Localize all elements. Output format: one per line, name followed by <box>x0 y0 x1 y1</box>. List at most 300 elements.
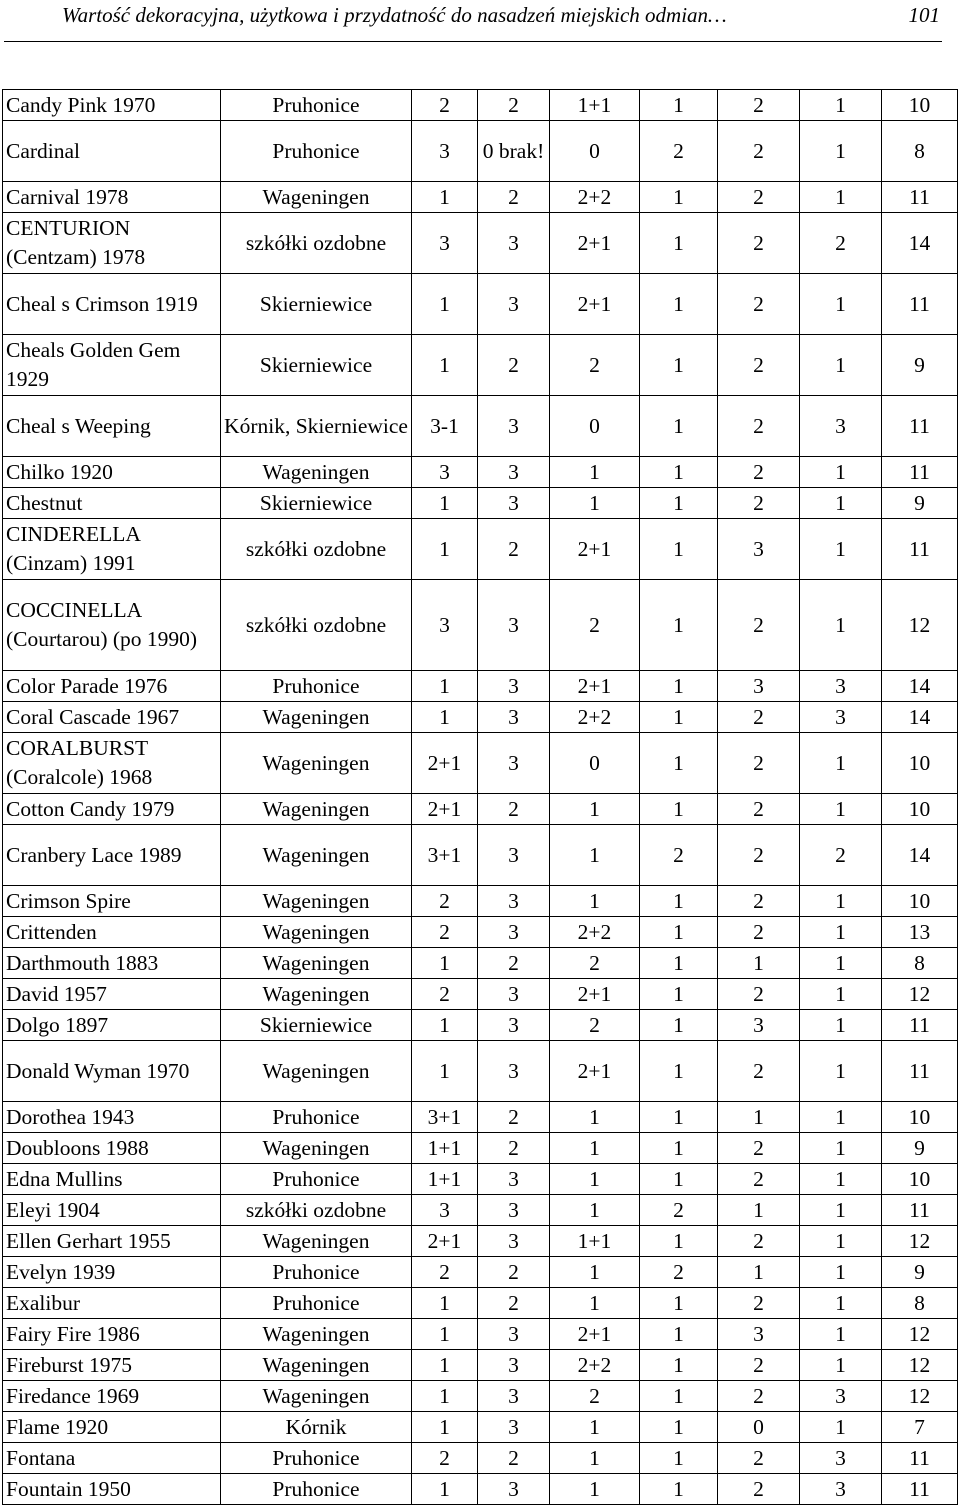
score-cell-5: 1 <box>718 948 800 979</box>
score-cell-6: 1 <box>800 488 882 519</box>
score-cell-5: 2 <box>718 580 800 671</box>
score-cell-3: 2+1 <box>550 519 640 580</box>
score-cell-4: 2 <box>640 1257 718 1288</box>
score-cell-6: 1 <box>800 1288 882 1319</box>
score-cell-4: 1 <box>640 1102 718 1133</box>
score-cell-5: 2 <box>718 182 800 213</box>
score-cell-2: 2 <box>478 335 550 396</box>
total-cell: 11 <box>882 1195 958 1226</box>
total-cell: 9 <box>882 488 958 519</box>
score-cell-6: 1 <box>800 1226 882 1257</box>
cultivar-name-cell: CINDERELLA (Cinzam) 1991 <box>3 519 221 580</box>
score-cell-5: 1 <box>718 1257 800 1288</box>
score-cell-4: 1 <box>640 1443 718 1474</box>
table-row <box>3 1226 958 1257</box>
score-cell-2: 3 <box>478 1474 550 1505</box>
score-cell-5: 3 <box>718 1319 800 1350</box>
score-cell-1: 3+1 <box>412 1102 478 1133</box>
score-cell-2: 2 <box>478 1257 550 1288</box>
source-cell: Wageningen <box>221 1041 412 1102</box>
source-cell: Pruhonice <box>221 1164 412 1195</box>
score-cell-6: 3 <box>800 1474 882 1505</box>
score-cell-1: 2 <box>412 886 478 917</box>
score-cell-6: 1 <box>800 917 882 948</box>
total-cell: 9 <box>882 335 958 396</box>
score-cell-2: 3 <box>478 396 550 457</box>
score-cell-3: 1 <box>550 457 640 488</box>
score-cell-4: 1 <box>640 457 718 488</box>
score-cell-2: 2 <box>478 90 550 121</box>
table-row <box>3 1102 958 1133</box>
score-cell-5: 2 <box>718 1443 800 1474</box>
total-cell: 12 <box>882 1350 958 1381</box>
score-cell-3: 0 <box>550 396 640 457</box>
total-cell: 11 <box>882 396 958 457</box>
cultivar-name-cell: Exalibur <box>3 1288 221 1319</box>
score-cell-5: 2 <box>718 1381 800 1412</box>
source-cell: Wageningen <box>221 948 412 979</box>
score-cell-5: 2 <box>718 396 800 457</box>
score-cell-1: 3 <box>412 121 478 182</box>
source-cell: Wageningen <box>221 917 412 948</box>
total-cell: 13 <box>882 917 958 948</box>
score-cell-1: 1 <box>412 335 478 396</box>
total-cell: 8 <box>882 1288 958 1319</box>
total-cell: 10 <box>882 90 958 121</box>
score-cell-5: 2 <box>718 121 800 182</box>
score-cell-5: 2 <box>718 794 800 825</box>
source-cell: Skierniewice <box>221 274 412 335</box>
cultivar-name-cell: Cranbery Lace 1989 <box>3 825 221 886</box>
source-cell: Wageningen <box>221 1381 412 1412</box>
score-cell-3: 2+1 <box>550 979 640 1010</box>
source-cell: Pruhonice <box>221 671 412 702</box>
score-cell-2: 2 <box>478 1102 550 1133</box>
score-cell-2: 0 brak! <box>478 121 550 182</box>
header-title: Wartość dekoracyjna, użytkowa i przydatność do nasadzeń miejskich odmian… <box>62 3 727 27</box>
table-row <box>3 213 958 274</box>
score-cell-2: 2 <box>478 1288 550 1319</box>
score-cell-6: 1 <box>800 519 882 580</box>
score-cell-2: 2 <box>478 1443 550 1474</box>
running-header <box>0 0 960 44</box>
cultivar-name-cell: Carnival 1978 <box>3 182 221 213</box>
score-cell-4: 2 <box>640 825 718 886</box>
score-cell-5: 2 <box>718 335 800 396</box>
score-cell-2: 3 <box>478 917 550 948</box>
score-cell-2: 3 <box>478 1381 550 1412</box>
score-cell-6: 1 <box>800 1164 882 1195</box>
cultivar-name-cell: Doubloons 1988 <box>3 1133 221 1164</box>
source-cell: Skierniewice <box>221 335 412 396</box>
score-cell-3: 2 <box>550 948 640 979</box>
score-cell-6: 3 <box>800 1381 882 1412</box>
score-cell-5: 2 <box>718 90 800 121</box>
score-cell-5: 2 <box>718 825 800 886</box>
cultivar-table <box>2 89 958 1505</box>
score-cell-3: 1 <box>550 794 640 825</box>
score-cell-1: 1 <box>412 702 478 733</box>
table-row <box>3 1381 958 1412</box>
score-cell-6: 3 <box>800 1443 882 1474</box>
table-row <box>3 580 958 671</box>
score-cell-4: 1 <box>640 90 718 121</box>
score-cell-3: 2+2 <box>550 702 640 733</box>
cultivar-name-cell: Donald Wyman 1970 <box>3 1041 221 1102</box>
score-cell-3: 0 <box>550 121 640 182</box>
score-cell-2: 3 <box>478 580 550 671</box>
table-row <box>3 825 958 886</box>
score-cell-1: 3 <box>412 1195 478 1226</box>
score-cell-1: 1 <box>412 1319 478 1350</box>
score-cell-2: 3 <box>478 1350 550 1381</box>
table-row <box>3 979 958 1010</box>
score-cell-6: 1 <box>800 121 882 182</box>
table-row <box>3 1350 958 1381</box>
score-cell-5: 2 <box>718 886 800 917</box>
score-cell-1: 3-1 <box>412 396 478 457</box>
score-cell-5: 1 <box>718 1195 800 1226</box>
table-row <box>3 1164 958 1195</box>
score-cell-5: 2 <box>718 1133 800 1164</box>
score-cell-1: 1 <box>412 1010 478 1041</box>
total-cell: 11 <box>882 1041 958 1102</box>
score-cell-2: 3 <box>478 1319 550 1350</box>
score-cell-3: 1 <box>550 1412 640 1443</box>
score-cell-4: 1 <box>640 733 718 794</box>
score-cell-3: 1 <box>550 488 640 519</box>
cultivar-name-cell: David 1957 <box>3 979 221 1010</box>
score-cell-6: 2 <box>800 825 882 886</box>
score-cell-2: 2 <box>478 1133 550 1164</box>
score-cell-6: 1 <box>800 733 882 794</box>
total-cell: 11 <box>882 1010 958 1041</box>
score-cell-2: 3 <box>478 1412 550 1443</box>
score-cell-3: 2+1 <box>550 1319 640 1350</box>
score-cell-5: 2 <box>718 457 800 488</box>
score-cell-3: 2+1 <box>550 213 640 274</box>
source-cell: Wageningen <box>221 1133 412 1164</box>
score-cell-3: 1+1 <box>550 90 640 121</box>
source-cell: Pruhonice <box>221 1443 412 1474</box>
score-cell-1: 1 <box>412 1381 478 1412</box>
score-cell-1: 1 <box>412 274 478 335</box>
source-cell: Pruhonice <box>221 1257 412 1288</box>
score-cell-4: 1 <box>640 1164 718 1195</box>
score-cell-4: 2 <box>640 1195 718 1226</box>
score-cell-5: 2 <box>718 702 800 733</box>
total-cell: 11 <box>882 274 958 335</box>
cultivar-name-cell: Cheal s Crimson 1919 <box>3 274 221 335</box>
score-cell-2: 3 <box>478 1010 550 1041</box>
score-cell-4: 1 <box>640 702 718 733</box>
score-cell-6: 1 <box>800 794 882 825</box>
total-cell: 9 <box>882 1133 958 1164</box>
source-cell: Wageningen <box>221 733 412 794</box>
score-cell-5: 2 <box>718 274 800 335</box>
score-cell-1: 3 <box>412 213 478 274</box>
total-cell: 11 <box>882 1443 958 1474</box>
score-cell-2: 3 <box>478 733 550 794</box>
cultivar-name-cell: Fountain 1950 <box>3 1474 221 1505</box>
score-cell-5: 2 <box>718 1288 800 1319</box>
table-body <box>3 90 958 1505</box>
score-cell-6: 1 <box>800 580 882 671</box>
source-cell: Pruhonice <box>221 1474 412 1505</box>
cultivar-name-cell: Crimson Spire <box>3 886 221 917</box>
source-cell: szkółki ozdobne <box>221 580 412 671</box>
source-cell: Kórnik, Skierniewice <box>221 396 412 457</box>
table-row <box>3 182 958 213</box>
cultivar-name-cell: CORALBURST (Coralcole) 1968 <box>3 733 221 794</box>
table-row <box>3 1319 958 1350</box>
cultivar-name-cell: Candy Pink 1970 <box>3 90 221 121</box>
table-row <box>3 917 958 948</box>
score-cell-4: 1 <box>640 1381 718 1412</box>
total-cell: 10 <box>882 794 958 825</box>
table-row <box>3 396 958 457</box>
score-cell-5: 2 <box>718 1226 800 1257</box>
score-cell-4: 1 <box>640 1288 718 1319</box>
score-cell-4: 1 <box>640 182 718 213</box>
score-cell-3: 1 <box>550 886 640 917</box>
score-cell-3: 1 <box>550 1288 640 1319</box>
score-cell-4: 1 <box>640 274 718 335</box>
table-row <box>3 274 958 335</box>
score-cell-5: 1 <box>718 1102 800 1133</box>
source-cell: Wageningen <box>221 1319 412 1350</box>
score-cell-6: 1 <box>800 1133 882 1164</box>
source-cell: Wageningen <box>221 702 412 733</box>
source-cell: Kórnik <box>221 1412 412 1443</box>
score-cell-3: 2+1 <box>550 274 640 335</box>
score-cell-5: 2 <box>718 1041 800 1102</box>
score-cell-4: 1 <box>640 794 718 825</box>
score-cell-1: 1 <box>412 1350 478 1381</box>
table-row <box>3 948 958 979</box>
table-row <box>3 794 958 825</box>
score-cell-6: 1 <box>800 1319 882 1350</box>
score-cell-2: 3 <box>478 1041 550 1102</box>
table-row <box>3 488 958 519</box>
score-cell-3: 1 <box>550 1257 640 1288</box>
score-cell-1: 3+1 <box>412 825 478 886</box>
score-cell-3: 2+2 <box>550 917 640 948</box>
score-cell-1: 2+1 <box>412 733 478 794</box>
table-row <box>3 1010 958 1041</box>
score-cell-3: 2+1 <box>550 671 640 702</box>
cultivar-name-cell: Eleyi 1904 <box>3 1195 221 1226</box>
score-cell-1: 1 <box>412 1288 478 1319</box>
cultivar-name-cell: Cheals Golden Gem 1929 <box>3 335 221 396</box>
source-cell: szkółki ozdobne <box>221 519 412 580</box>
score-cell-4: 1 <box>640 1319 718 1350</box>
cultivar-name-cell: Cotton Candy 1979 <box>3 794 221 825</box>
table-row <box>3 886 958 917</box>
score-cell-4: 1 <box>640 396 718 457</box>
total-cell: 11 <box>882 519 958 580</box>
score-cell-3: 2 <box>550 1010 640 1041</box>
score-cell-5: 2 <box>718 1164 800 1195</box>
cultivar-name-cell: Crittenden <box>3 917 221 948</box>
total-cell: 10 <box>882 733 958 794</box>
source-cell: Wageningen <box>221 979 412 1010</box>
score-cell-5: 3 <box>718 671 800 702</box>
cultivar-name-cell: Edna Mullins <box>3 1164 221 1195</box>
score-cell-4: 1 <box>640 580 718 671</box>
score-cell-4: 1 <box>640 1010 718 1041</box>
table-row <box>3 1474 958 1505</box>
score-cell-6: 1 <box>800 1412 882 1443</box>
score-cell-5: 3 <box>718 519 800 580</box>
table-row <box>3 519 958 580</box>
score-cell-3: 1 <box>550 1164 640 1195</box>
score-cell-2: 2 <box>478 182 550 213</box>
score-cell-3: 2 <box>550 1381 640 1412</box>
score-cell-4: 1 <box>640 335 718 396</box>
score-cell-2: 3 <box>478 213 550 274</box>
source-cell: Wageningen <box>221 886 412 917</box>
page-number: 101 <box>908 3 940 27</box>
score-cell-3: 1 <box>550 1133 640 1164</box>
score-cell-6: 1 <box>800 1102 882 1133</box>
score-cell-6: 1 <box>800 1010 882 1041</box>
score-cell-3: 2+1 <box>550 1041 640 1102</box>
source-cell: Pruhonice <box>221 121 412 182</box>
score-cell-6: 3 <box>800 671 882 702</box>
score-cell-6: 1 <box>800 90 882 121</box>
table-row <box>3 457 958 488</box>
score-cell-2: 3 <box>478 1164 550 1195</box>
score-cell-1: 2 <box>412 1257 478 1288</box>
score-cell-1: 1 <box>412 948 478 979</box>
total-cell: 11 <box>882 1474 958 1505</box>
score-cell-1: 3 <box>412 457 478 488</box>
score-cell-1: 2+1 <box>412 1226 478 1257</box>
cultivar-name-cell: Flame 1920 <box>3 1412 221 1443</box>
table-row <box>3 733 958 794</box>
source-cell: Skierniewice <box>221 1010 412 1041</box>
cultivar-name-cell: Ellen Gerhart 1955 <box>3 1226 221 1257</box>
header-rule <box>4 41 942 42</box>
source-cell: Pruhonice <box>221 1102 412 1133</box>
total-cell: 11 <box>882 457 958 488</box>
score-cell-5: 2 <box>718 1350 800 1381</box>
score-cell-3: 2 <box>550 580 640 671</box>
score-cell-4: 2 <box>640 121 718 182</box>
score-cell-4: 1 <box>640 488 718 519</box>
score-cell-6: 1 <box>800 182 882 213</box>
score-cell-5: 2 <box>718 213 800 274</box>
score-cell-1: 2+1 <box>412 794 478 825</box>
score-cell-2: 3 <box>478 1195 550 1226</box>
score-cell-3: 1 <box>550 1443 640 1474</box>
score-cell-2: 3 <box>478 979 550 1010</box>
score-cell-3: 1 <box>550 1474 640 1505</box>
score-cell-1: 2 <box>412 979 478 1010</box>
score-cell-6: 2 <box>800 213 882 274</box>
score-cell-4: 1 <box>640 886 718 917</box>
cultivar-name-cell: Coral Cascade 1967 <box>3 702 221 733</box>
total-cell: 8 <box>882 948 958 979</box>
table-row <box>3 671 958 702</box>
cultivar-name-cell: Fireburst 1975 <box>3 1350 221 1381</box>
table-row <box>3 1288 958 1319</box>
score-cell-1: 1 <box>412 1412 478 1443</box>
cultivar-name-cell: Fairy Fire 1986 <box>3 1319 221 1350</box>
total-cell: 10 <box>882 1102 958 1133</box>
score-cell-6: 3 <box>800 702 882 733</box>
score-cell-1: 2 <box>412 90 478 121</box>
source-cell: Wageningen <box>221 1350 412 1381</box>
table-row <box>3 702 958 733</box>
source-cell: szkółki ozdobne <box>221 1195 412 1226</box>
score-cell-3: 1 <box>550 1195 640 1226</box>
score-cell-2: 3 <box>478 702 550 733</box>
score-cell-6: 1 <box>800 1257 882 1288</box>
score-cell-4: 1 <box>640 1350 718 1381</box>
score-cell-5: 2 <box>718 733 800 794</box>
score-cell-2: 3 <box>478 457 550 488</box>
table-row <box>3 1133 958 1164</box>
score-cell-3: 2 <box>550 335 640 396</box>
source-cell: Wageningen <box>221 1226 412 1257</box>
cultivar-name-cell: Chilko 1920 <box>3 457 221 488</box>
table-row <box>3 1041 958 1102</box>
source-cell: Wageningen <box>221 794 412 825</box>
score-cell-6: 1 <box>800 1041 882 1102</box>
table-row <box>3 1195 958 1226</box>
total-cell: 12 <box>882 1226 958 1257</box>
score-cell-4: 1 <box>640 671 718 702</box>
score-cell-6: 1 <box>800 979 882 1010</box>
score-cell-1: 1 <box>412 1041 478 1102</box>
total-cell: 10 <box>882 1164 958 1195</box>
score-cell-1: 1+1 <box>412 1133 478 1164</box>
source-cell: Pruhonice <box>221 1288 412 1319</box>
score-cell-4: 1 <box>640 1474 718 1505</box>
score-cell-2: 3 <box>478 488 550 519</box>
total-cell: 14 <box>882 825 958 886</box>
cultivar-name-cell: CENTURION (Centzam) 1978 <box>3 213 221 274</box>
score-cell-6: 1 <box>800 457 882 488</box>
score-cell-4: 1 <box>640 213 718 274</box>
total-cell: 8 <box>882 121 958 182</box>
score-cell-1: 2 <box>412 917 478 948</box>
cultivar-name-cell: Fontana <box>3 1443 221 1474</box>
total-cell: 12 <box>882 1381 958 1412</box>
source-cell: Wageningen <box>221 457 412 488</box>
score-cell-2: 2 <box>478 948 550 979</box>
score-cell-5: 2 <box>718 1474 800 1505</box>
score-cell-4: 1 <box>640 1412 718 1443</box>
score-cell-5: 0 <box>718 1412 800 1443</box>
cultivar-name-cell: COCCINELLA (Courtarou) (po 1990) <box>3 580 221 671</box>
score-cell-3: 0 <box>550 733 640 794</box>
table-row <box>3 121 958 182</box>
table-row <box>3 1443 958 1474</box>
score-cell-5: 2 <box>718 979 800 1010</box>
source-cell: Wageningen <box>221 825 412 886</box>
cultivar-name-cell: Dorothea 1943 <box>3 1102 221 1133</box>
score-cell-4: 1 <box>640 1133 718 1164</box>
table-row <box>3 1412 958 1443</box>
cultivar-name-cell: Cardinal <box>3 121 221 182</box>
table-row <box>3 1257 958 1288</box>
score-cell-2: 3 <box>478 274 550 335</box>
cultivar-name-cell: Cheal s Weeping <box>3 396 221 457</box>
cultivar-name-cell: Color Parade 1976 <box>3 671 221 702</box>
